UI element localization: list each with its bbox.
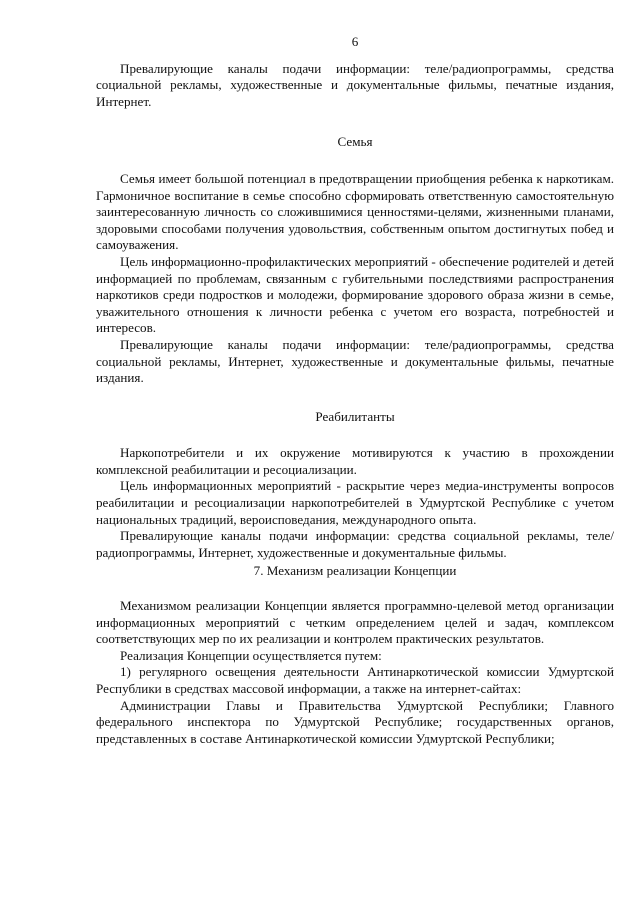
paragraph-rehab-motivation: Наркопотребители и их окружение мотивируются к участию в прохождении комплексной реабилитации и ресоциализации.	[96, 445, 614, 477]
section-heading-rehab: Реабилитанты	[315, 408, 395, 424]
section-heading-mechanism: 7. Механизм реализации Концепции	[253, 563, 457, 579]
paragraph-family-channels: Превалирующие каналы подачи информации: теле/радиопрограммы, средства социальной рекламы, Интернет, художественные и документальные фильмы, печатные издания.	[96, 336, 614, 386]
paragraph-mechanism-item-1: 1) регулярного освещения деятельности Антинаркотической комиссии Удмуртской Республики в средствах массовой информации, а также на интернет-сайтах:	[96, 664, 614, 696]
section-heading-family: Семья	[337, 134, 373, 150]
paragraph-mechanism-sites: Администрации Главы и Правительства Удмуртской Республики; Главного федерального инспектора по Удмуртской Республике; государственных органов, представленных в составе Антинаркотической комиссии Удмуртской Республики;	[96, 697, 614, 746]
paragraph-family-goal: Цель информационно-профилактических мероприятий - обеспечение родителей и детей информацией по проблемам, связанным с губительными последствиями распространения наркотиков среди подростков и молодежи, формирование здорового образа жизни в семье, уважительного отношения к личности ребенка с учетом его возраста, потребностей и интересов.	[96, 253, 614, 336]
paragraph-channels-general: Превалирующие каналы подачи информации: теле/радиопрограммы, средства социальной рекламы, художественные и документальные фильмы, печатные издания, Интернет.	[96, 60, 614, 109]
paragraph-rehab-channels: Превалирующие каналы подачи информации: средства социальной рекламы, теле/радиопрограммы, Интернет, художественные и документальные фильмы.	[96, 528, 614, 560]
paragraph-family-potential: Семья имеет большой потенциал в предотвращении приобщения ребенка к наркотикам. Гармоничное воспитание в семье способно сформировать ответственную самостоятельную заинтересованную личность со сложившимися ценностями-целями, жизненными планами, здоровыми способами получения удовольствия, собственным опытом достигнутых побед и самоуважения.	[96, 170, 614, 253]
page-number: 6	[351, 34, 359, 49]
document-page	[96, 34, 614, 747]
paragraph-rehab-goal: Цель информационных мероприятий - раскрытие через медиа-инструменты вопросов реабилитации и ресоциализации наркопотребителей в Удмуртской Республике с учетом национальных традиций, вероисповедания, международного опыта.	[96, 478, 614, 527]
paragraph-mechanism-intro: Реализация Концепции осуществляется путем:	[120, 647, 382, 663]
paragraph-mechanism-method: Механизмом реализации Концепции является программно-целевой метод организации информационных мероприятий с четким определением целей и задач, комплексом соответствующих мер по их реализации и контролем практических результатов.	[96, 598, 614, 647]
